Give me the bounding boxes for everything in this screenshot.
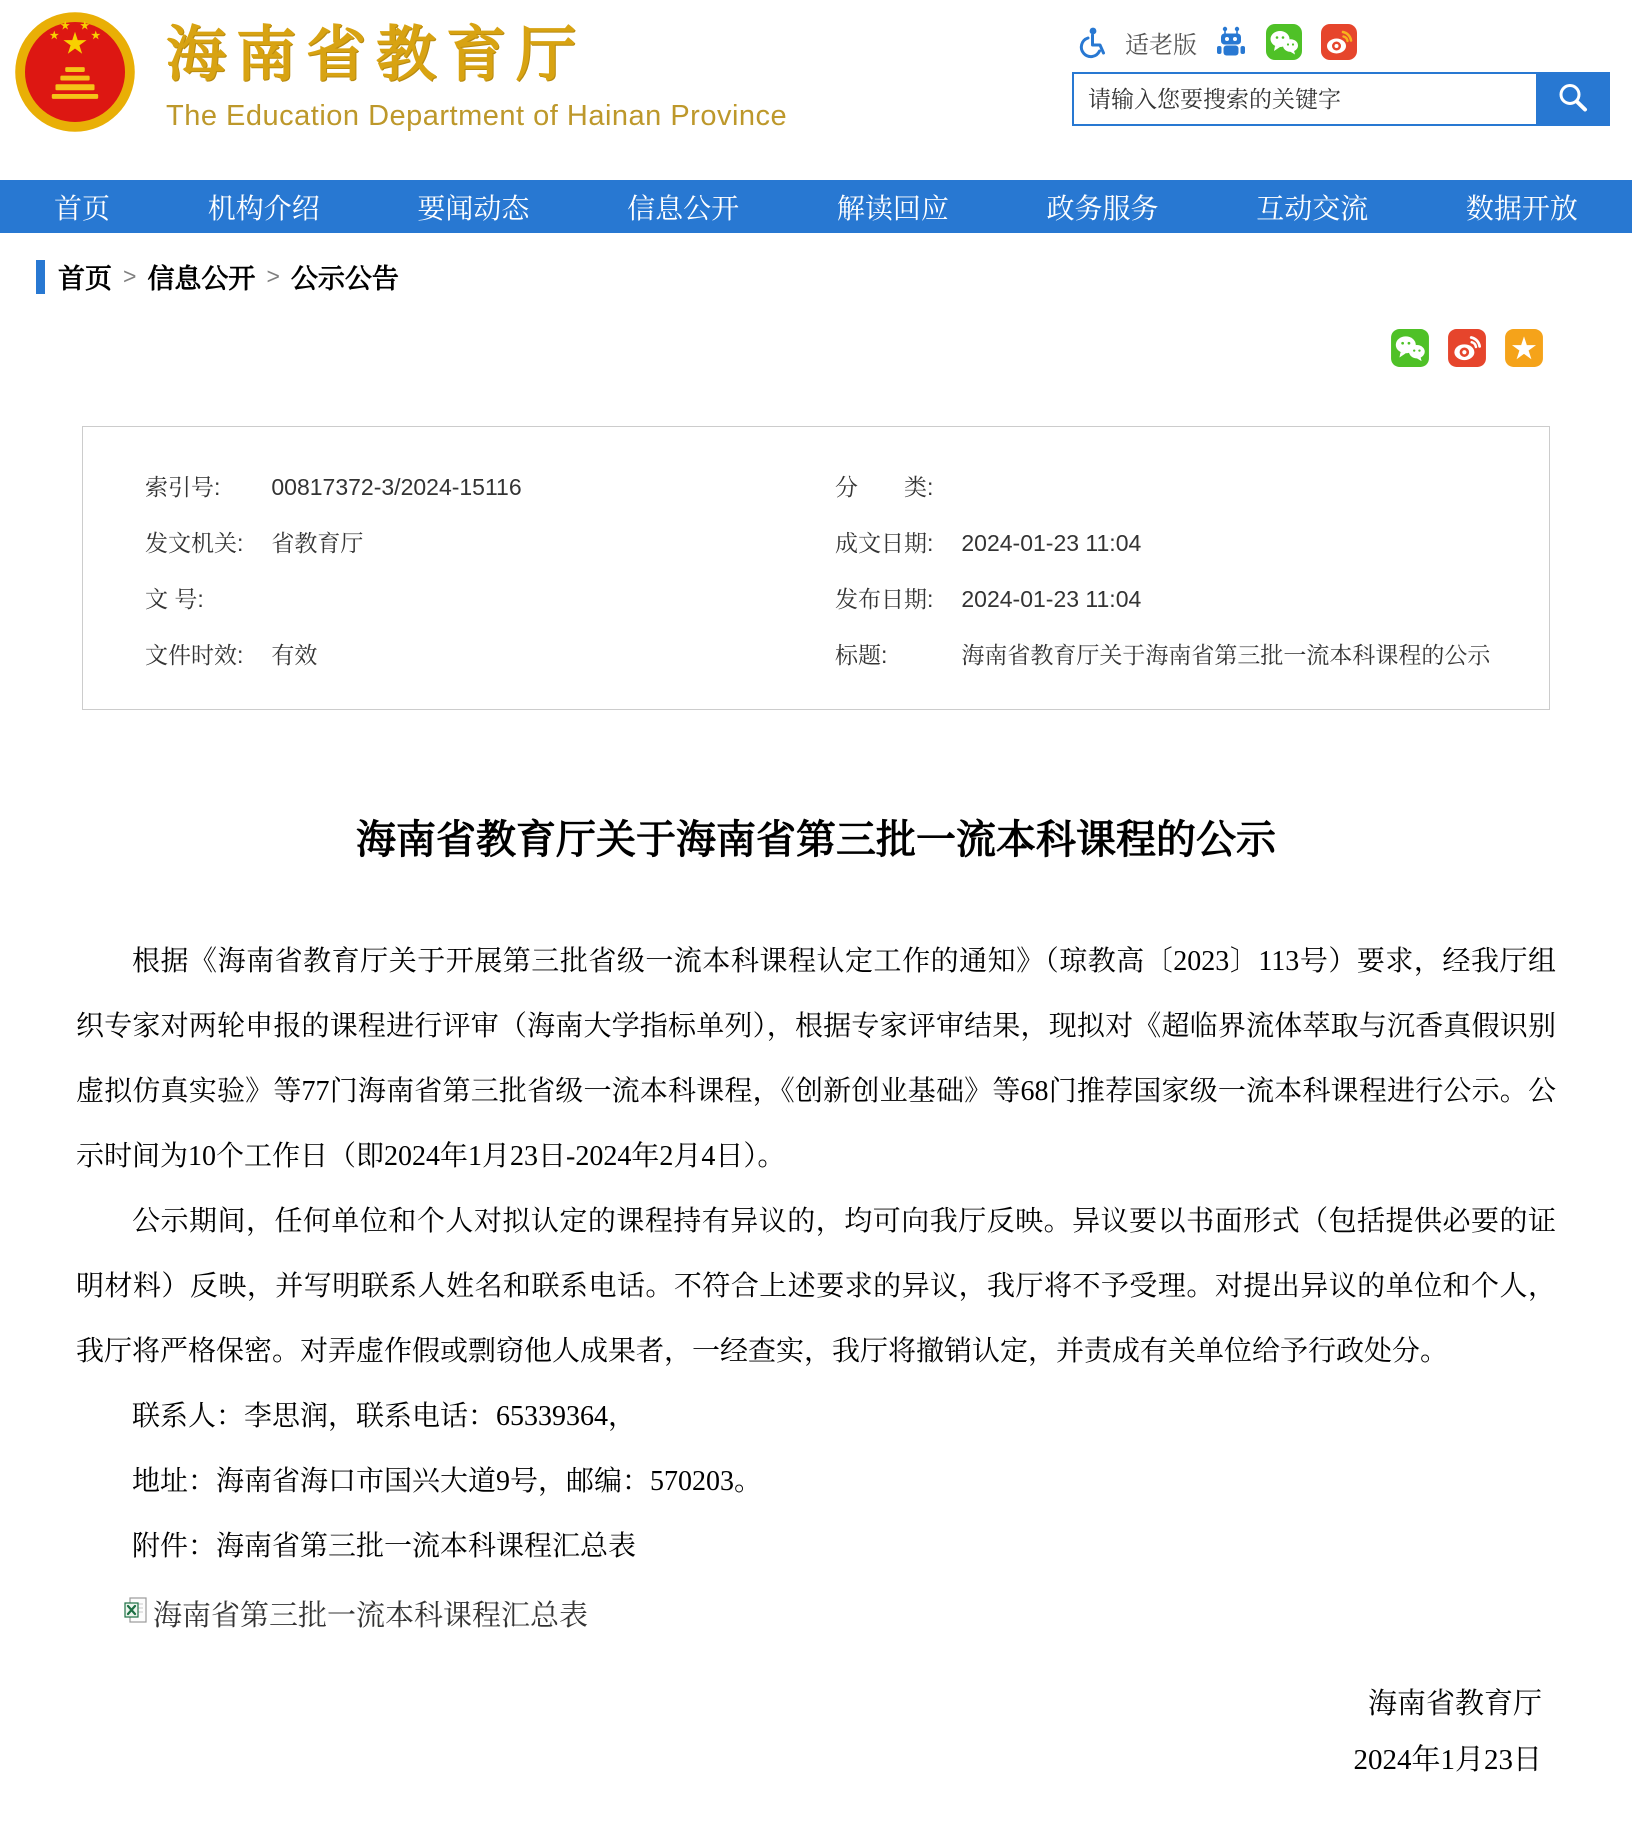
excel-file-icon: [124, 1596, 148, 1632]
meta-row-publish-date: [835, 571, 1549, 627]
meta-value: 00817372-3/2024-15116: [271, 474, 522, 500]
meta-value: 2024-01-23 11:04: [961, 586, 1142, 612]
meta-label: 文 号:: [145, 586, 204, 612]
nav-item-interaction[interactable]: 互动交流: [1256, 192, 1369, 224]
meta-row-validity: [145, 627, 821, 683]
search-bar: [1072, 72, 1610, 126]
meta-row-written-date: [835, 515, 1549, 571]
breadcrumb-accent-bar: [36, 260, 45, 294]
meta-value: 海南省教育厅关于海南省第三批一流本科课程的公示: [961, 642, 1491, 668]
site-subtitle: The Education Department of Hainan Province: [166, 100, 788, 132]
nav-item-interpretation[interactable]: 解读回应: [836, 192, 949, 224]
meta-row-issuing-agency: [145, 515, 821, 571]
magnifier-icon: [1556, 81, 1590, 118]
paragraph-address: 地址：海南省海口市国兴大道9号，邮编：570203。: [132, 1466, 763, 1497]
robot-icon[interactable]: [1214, 25, 1248, 59]
article-body: [76, 929, 1556, 1579]
meta-value: 有效: [271, 642, 318, 668]
meta-label: 标题:: [835, 642, 888, 668]
elder-mode-link[interactable]: 适老版: [1125, 31, 1197, 59]
meta-label: 文件时效:: [145, 642, 244, 668]
paragraph-objection: 公示期间，任何单位和个人对拟认定的课程持有异议的，均可向我厅反映。异议要以书面形式（包括提供必要的证明材料）反映，并写明联系人姓名和联系电话。不符合上述要求的异议，我厅将不予受理。对提出异议的单位和个人，我厅将严格保密。对弄虚作假或剽窃他人成果者，一经查实，我厅将撤销认定，并责成有关单位给予行政处分。: [76, 1206, 1556, 1367]
signature-date: 2024年1月23日: [1353, 1744, 1542, 1776]
wheelchair-icon[interactable]: [1074, 25, 1108, 59]
site-titles: [166, 20, 787, 133]
site-title: 海南省教育厅: [166, 21, 586, 88]
nav-item-open-data[interactable]: 数据开放: [1465, 192, 1578, 224]
meta-column-right: [821, 459, 1549, 683]
meta-value: 2024-01-23 11:04: [961, 530, 1142, 556]
search-input[interactable]: [1072, 72, 1536, 126]
breadcrumb-info-disclosure[interactable]: 信息公开: [147, 264, 256, 294]
signature-org: 海南省教育厅: [1367, 1688, 1542, 1720]
breadcrumb-announcements[interactable]: 公示公告: [290, 264, 399, 294]
site-header: [0, 0, 1632, 180]
weibo-icon[interactable]: [1320, 23, 1358, 61]
signature-block: [76, 1676, 1556, 1788]
meta-label: 分 类:: [835, 474, 934, 500]
search-button[interactable]: [1536, 72, 1610, 126]
paragraph-attachment-note: 附件：海南省第三批一流本科课程汇总表: [132, 1531, 637, 1562]
article: [76, 808, 1556, 1828]
meta-value: 省教育厅: [271, 530, 364, 556]
article-title: 海南省教育厅关于海南省第三批一流本科课程的公示: [356, 818, 1276, 862]
meta-label: 成文日期:: [835, 530, 934, 556]
meta-row-index-number: [145, 459, 821, 515]
meta-label: 发文机关:: [145, 530, 244, 556]
wechat-share-icon[interactable]: [1390, 328, 1430, 368]
nav-item-news[interactable]: 要闻动态: [417, 192, 530, 224]
attachment-link[interactable]: 海南省第三批一流本科课程汇总表: [153, 1600, 589, 1632]
attachment-row: [76, 1593, 1556, 1634]
weibo-share-icon[interactable]: [1447, 328, 1487, 368]
nav-item-services[interactable]: 政务服务: [1046, 192, 1159, 224]
paragraph-notice: 根据《海南省教育厅关于开展第三批省级一流本科课程认定工作的通知》（琼教高〔2023〕113号）要求，经我厅组织专家对两轮申报的课程进行评审（海南大学指标单列），根据专家评审结果，现拟对《超临界流体萃取与沉香真假识别虚拟仿真实验》等77门海南省第三批省级一流本科课程，《创新创业基础》等68门推荐国家级一流本科课程进行公示。公示时间为10个工作日（即2024年1月23日-2024年2月4日）。: [76, 946, 1556, 1172]
meta-row-category: [835, 459, 1549, 515]
wechat-icon[interactable]: [1265, 23, 1303, 61]
qzone-share-icon[interactable]: [1504, 328, 1544, 368]
meta-column-left: [83, 459, 821, 683]
nav-item-home[interactable]: 首页: [54, 192, 111, 224]
nav-item-about[interactable]: 机构介绍: [207, 192, 320, 224]
breadcrumb: [36, 257, 1632, 296]
main-nav: [0, 180, 1632, 233]
national-emblem-logo: [14, 8, 136, 136]
nav-item-info-disclosure[interactable]: 信息公开: [627, 192, 740, 224]
header-utilities: [1074, 22, 1358, 62]
breadcrumb-separator: >: [266, 263, 280, 289]
meta-row-title: [835, 627, 1549, 683]
meta-label: 索引号:: [145, 474, 221, 500]
paragraph-contact: 联系人：李思润，联系电话：65339364，: [132, 1401, 637, 1432]
breadcrumb-home[interactable]: 首页: [58, 264, 112, 294]
document-meta-box: [82, 426, 1550, 710]
share-row: [0, 328, 1632, 368]
meta-label: 发布日期:: [835, 586, 934, 612]
meta-row-document-number: [145, 571, 821, 627]
breadcrumb-separator: >: [123, 263, 137, 289]
